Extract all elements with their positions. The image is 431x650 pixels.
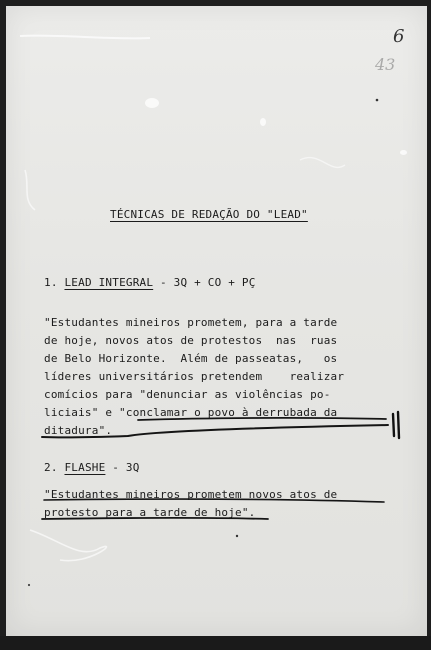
scan-speck	[400, 150, 407, 155]
scan-speck	[145, 98, 159, 108]
section-1-line-7: ditadura".	[44, 424, 113, 437]
faint-folio-mark: 43	[375, 55, 396, 74]
document-title: TÉCNICAS DE REDAÇÃO DO "LEAD"	[110, 208, 308, 221]
section-1-number: 1.	[44, 276, 58, 289]
section-2-line-1: "Estudantes mineiros prometem novos atos de	[44, 488, 338, 501]
section-2-number: 2.	[44, 461, 58, 474]
section-1-formula: - 3Q + CO + PÇ	[153, 276, 256, 289]
section-1-line-2: de hoje, novos atos de protestos nas ruas	[44, 334, 338, 347]
section-1-line-4: líderes universitários pretendem realizar	[44, 370, 345, 383]
section-1-heading	[44, 276, 256, 289]
section-1-line-5: comícios para "denunciar as violências po-	[44, 388, 331, 401]
section-2-heading	[44, 461, 140, 474]
section-2-line-2: protesto para a tarde de hoje".	[44, 506, 256, 519]
handwritten-page-number: 6	[393, 26, 405, 47]
section-1-line-3: de Belo Horizonte. Além de passeatas, os	[44, 352, 338, 365]
section-1-title: LEAD INTEGRAL	[64, 276, 154, 289]
section-2-title: FLASHE	[64, 461, 106, 474]
scan-bottom-edge	[0, 636, 431, 650]
section-1-line-1: "Estudantes mineiros prometem, para a tarde	[44, 316, 338, 329]
section-1-line-6: liciais" e "conclamar o povo à derrubada da	[44, 406, 338, 419]
scan-speck	[260, 118, 266, 126]
section-2-formula: - 3Q	[105, 461, 140, 474]
